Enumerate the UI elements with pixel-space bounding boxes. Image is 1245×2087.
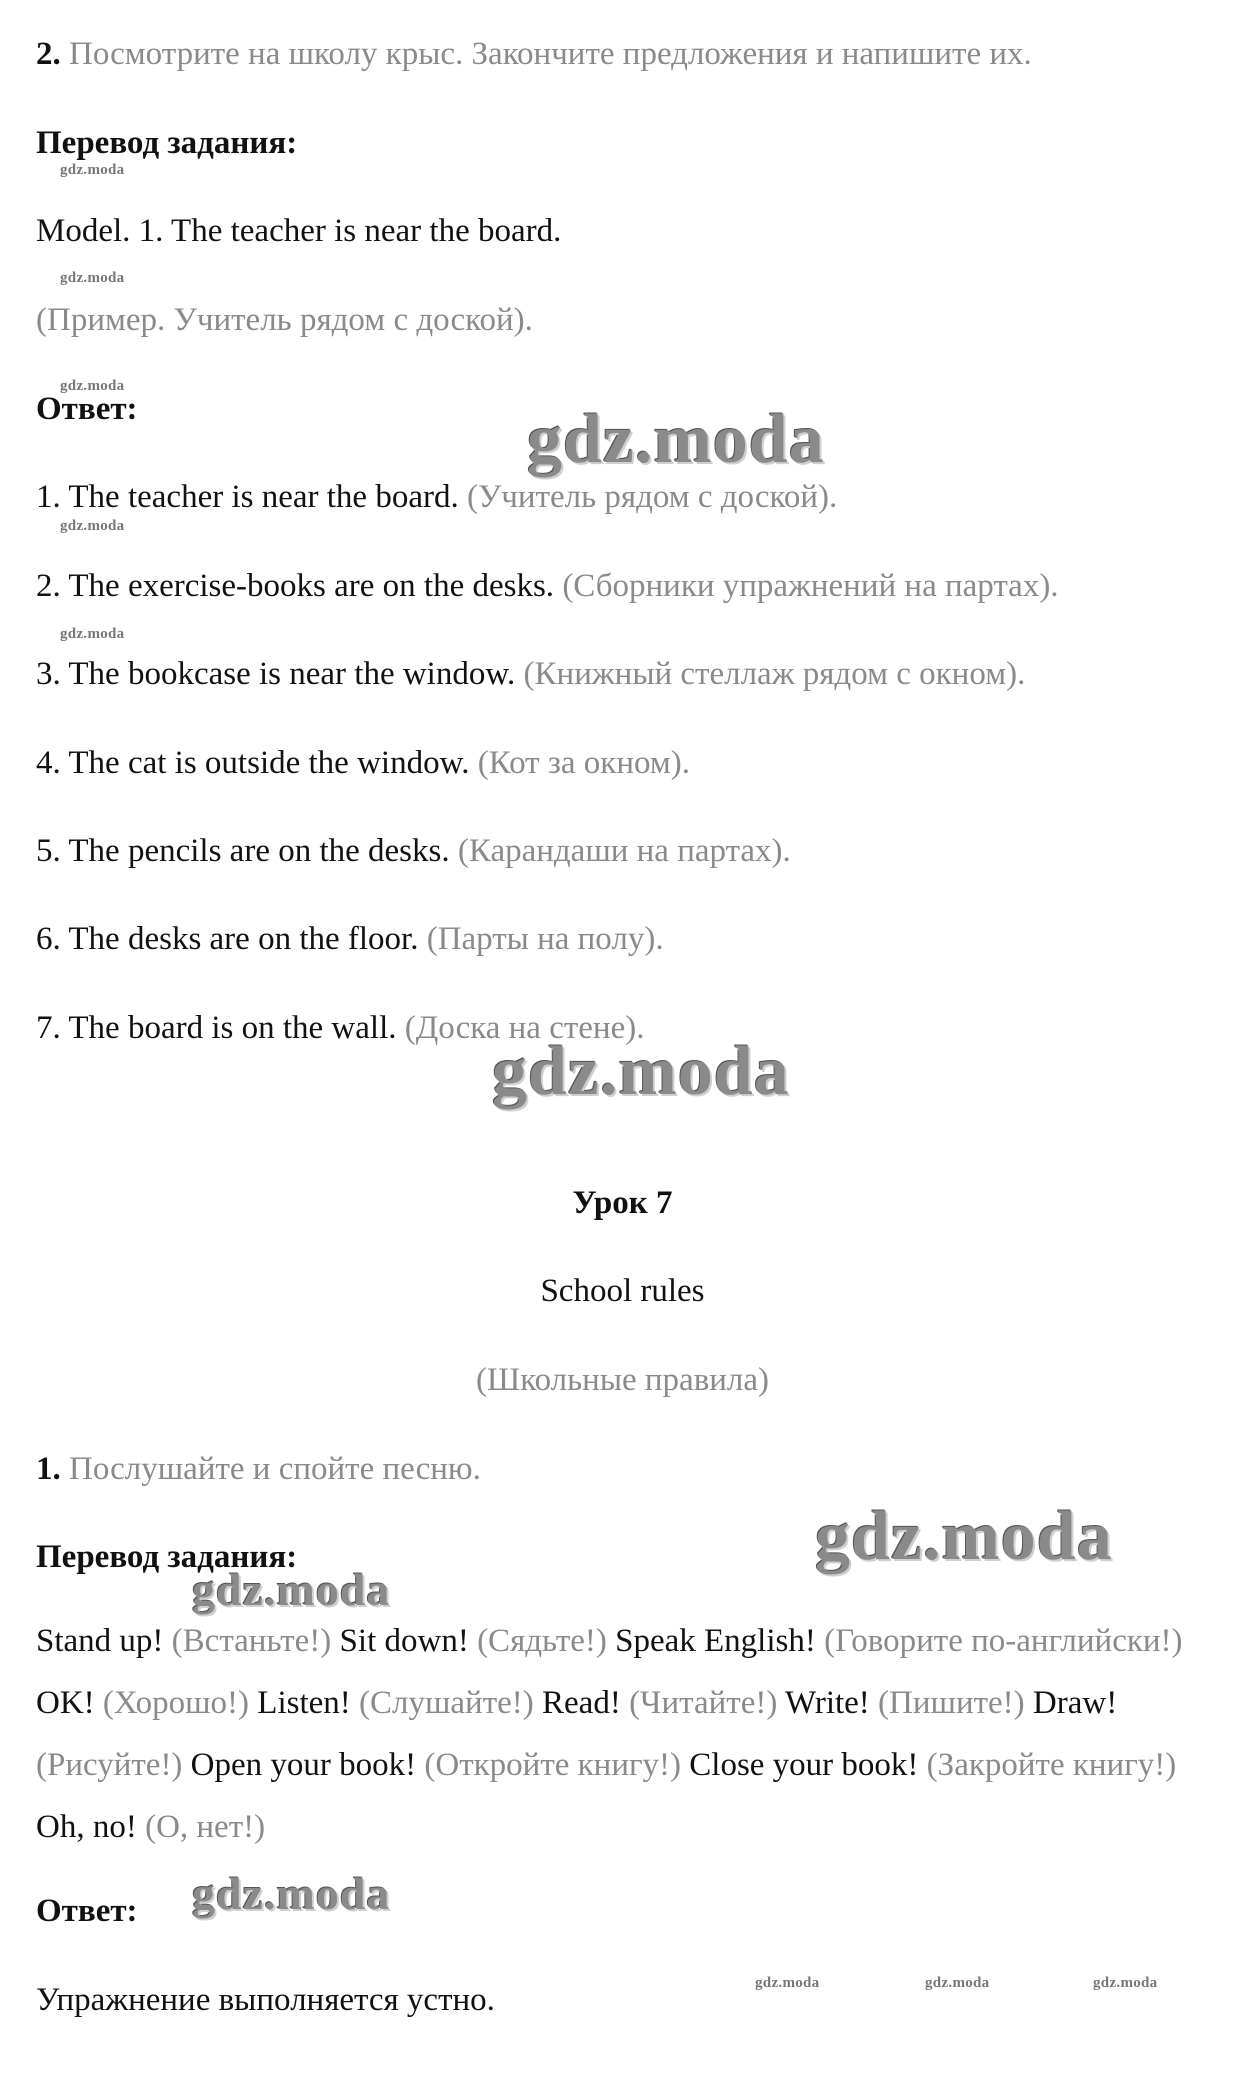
song-line-en: Speak English!	[615, 1623, 816, 1659]
song-line-en: Read!	[542, 1685, 621, 1721]
model-sentence: Model. 1. The teacher is near the board.	[36, 213, 562, 249]
song-line-ru: (Встаньте!)	[171, 1623, 332, 1659]
answer-en: 1. The teacher is near the board.	[36, 479, 459, 515]
lesson-subtitle-en: School rules	[540, 1273, 705, 1309]
translation-heading: Перевод задания:	[36, 1539, 298, 1575]
song-line-ru: (Рисуйте!)	[36, 1747, 183, 1783]
song-line-en: Oh, no!	[36, 1809, 137, 1845]
answer-item	[36, 566, 1059, 606]
answer-en: 6. The desks are on the floor.	[36, 921, 419, 957]
song-line-ru: (Пишите!)	[878, 1685, 1025, 1721]
song-text	[36, 1610, 1196, 1858]
watermark: gdz.moda	[492, 1033, 790, 1110]
lesson-title: Урок 7	[572, 1185, 673, 1221]
song-line-en: OK!	[36, 1685, 95, 1721]
answer-item	[36, 654, 1025, 694]
watermark: gdz.moda	[60, 518, 125, 534]
answer-item	[36, 743, 690, 783]
watermark: gdz.moda	[192, 1564, 391, 1615]
answer-en: 4. The cat is outside the window.	[36, 745, 470, 781]
task2-prompt-line	[36, 34, 1032, 74]
watermark: gdz.moda	[60, 270, 125, 286]
song-line-ru: (Сядьте!)	[477, 1623, 607, 1659]
song-line-en: Stand up!	[36, 1623, 164, 1659]
model-translation: (Пример. Учитель рядом с доской).	[36, 302, 533, 338]
answer-item	[36, 477, 837, 517]
answer-item	[36, 831, 791, 871]
translation-heading: Перевод задания:	[36, 125, 298, 161]
task-number: 2.	[36, 36, 61, 72]
answer-ru: (Парты на полу).	[426, 921, 664, 957]
watermark: gdz.moda	[192, 1868, 391, 1919]
song-line-en: Open your book!	[190, 1747, 417, 1783]
lesson-subtitle-ru: (Школьные правила)	[475, 1362, 770, 1398]
answer-en: 3. The bookcase is near the window.	[36, 656, 516, 692]
answer-text: Упражнение выполняется устно.	[36, 1982, 495, 2018]
song-line-ru: (Закройте книгу!)	[926, 1747, 1177, 1783]
song-line-ru: (О, нет!)	[145, 1809, 266, 1845]
answer-item	[36, 919, 664, 959]
answer-ru: (Учитель рядом с доской).	[466, 479, 838, 515]
song-line-en: Sit down!	[339, 1623, 469, 1659]
answer-ru: (Книжный стеллаж рядом с окном).	[523, 656, 1026, 692]
song-line-en: Listen!	[257, 1685, 351, 1721]
answer-en: 2. The exercise-books are on the desks.	[36, 568, 555, 604]
watermark: gdz.moda	[815, 1498, 1113, 1575]
watermark: gdz.moda	[1093, 1975, 1158, 1991]
answer-heading: Ответ:	[36, 391, 138, 427]
watermark: gdz.moda	[755, 1975, 820, 1991]
song-line-ru: (Хорошо!)	[102, 1685, 250, 1721]
answer-ru: (Карандаши на партах).	[457, 833, 791, 869]
watermark: gdz.moda	[527, 401, 825, 478]
song-line-en: Close your book!	[689, 1747, 919, 1783]
answer-ru: (Кот за окном).	[477, 745, 690, 781]
song-line-ru: (Читайте!)	[629, 1685, 778, 1721]
song-line-en: Write!	[785, 1685, 870, 1721]
watermark: gdz.moda	[925, 1975, 990, 1991]
task1-prompt-line	[36, 1449, 481, 1489]
task-prompt: Посмотрите на школу крыс. Закончите предложения и напишите их.	[69, 36, 1032, 72]
task-prompt: Послушайте и спойте песню.	[69, 1451, 481, 1487]
answer-ru: (Сборники упражнений на партах).	[562, 568, 1059, 604]
watermark: gdz.moda	[60, 626, 125, 642]
watermark: gdz.moda	[60, 162, 125, 178]
song-line-ru: (Слушайте!)	[359, 1685, 534, 1721]
answer-heading: Ответ:	[36, 1893, 138, 1929]
answer-en: 7. The board is on the wall.	[36, 1010, 397, 1046]
answer-en: 5. The pencils are on the desks.	[36, 833, 450, 869]
answer-ru: (Доска на стене).	[404, 1010, 645, 1046]
watermark: gdz.moda	[60, 378, 125, 394]
song-line-ru: (Откройте книгу!)	[424, 1747, 682, 1783]
task-number: 1.	[36, 1451, 61, 1487]
song-line-ru: (Говорите по-английски!)	[824, 1623, 1183, 1659]
song-line-en: Draw!	[1032, 1685, 1118, 1721]
